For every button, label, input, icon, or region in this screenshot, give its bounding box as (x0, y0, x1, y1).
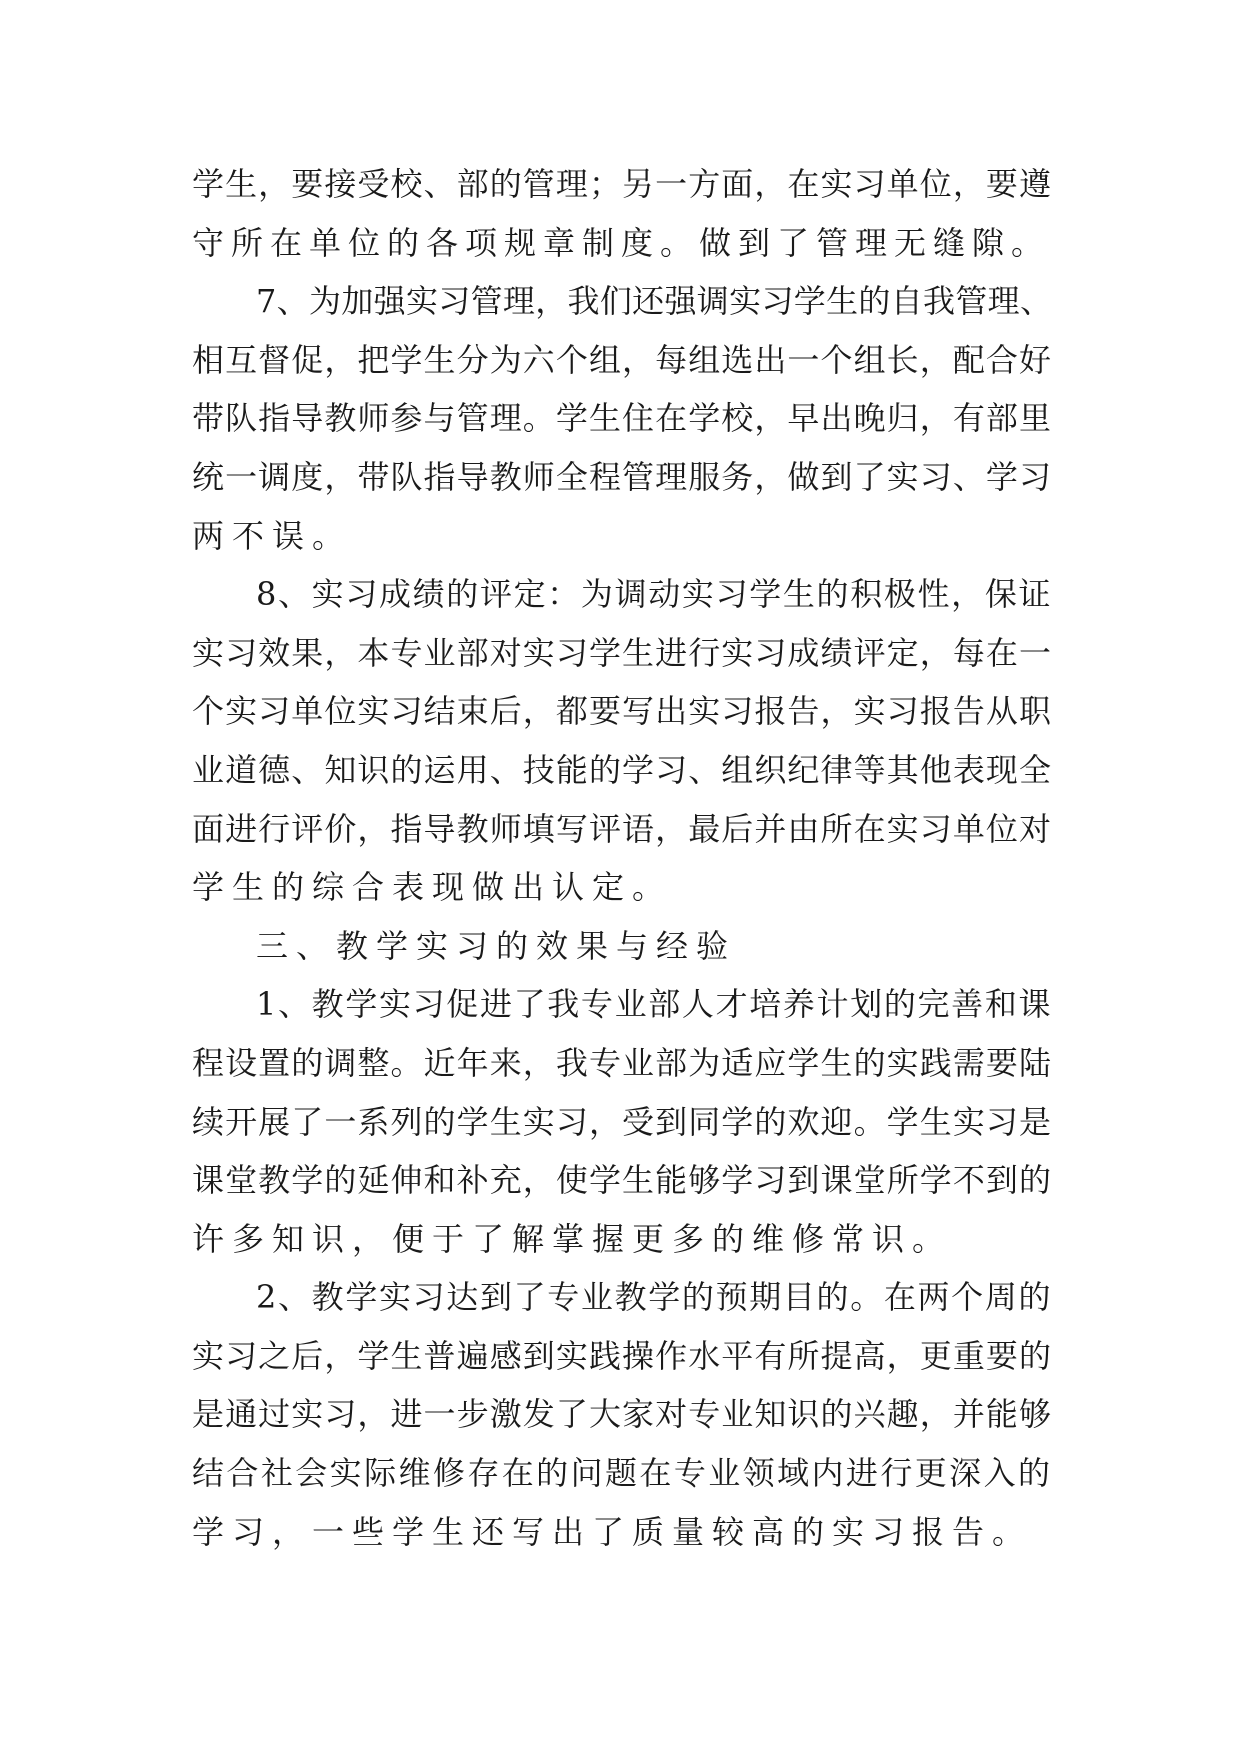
text-line: 2、教学实习达到了专业教学的预期目的。在两个周的 (256, 1278, 1052, 1317)
text-line: 课堂教学的延伸和补充，使学生能够学习到课堂所学不到的 (192, 1161, 1052, 1200)
text-line: 业道德、知识的运用、技能的学习、组织纪律等其他表现全 (192, 750, 1052, 789)
text-line: 面进行评价，指导教师填写评语，最后并由所在实习单位对 (192, 809, 1052, 848)
text-line: 许多知识，便于了解掌握更多的维修常识。 (192, 1219, 953, 1258)
text-line: 8、实习成绩的评定：为调动实习学生的积极性，保证 (256, 575, 1052, 614)
text-line: 续开展了一系列的学生实习，受到同学的欢迎。学生实习是 (192, 1102, 1052, 1141)
text-line: 统一调度，带队指导教师全程管理服务，做到了实习、学习 (192, 457, 1052, 496)
text-line: 个实习单位实习结束后，都要写出实习报告，实习报告从职 (192, 692, 1052, 731)
text-line: 守所在单位的各项规章制度。做到了管理无缝隙。 (192, 223, 1051, 262)
text-line: 学习，一些学生还写出了质量较高的实习报告。 (192, 1512, 1033, 1551)
text-line: 7、为加强实习管理，我们还强调实习学生的自我管理、 (256, 282, 1052, 321)
text-line: 实习效果，本专业部对实习学生进行实习成绩评定，每在一 (192, 633, 1052, 672)
section-heading: 三、教学实习的效果与经验 (256, 926, 737, 965)
body-text (192, 155, 1052, 1561)
text-line: 1、教学实习促进了我专业部人才培养计划的完善和课 (256, 985, 1052, 1024)
text-line: 学生，要接受校、部的管理；另一方面，在实习单位，要遵 (192, 165, 1052, 203)
text-line: 是通过实习，进一步激发了大家对专业知识的兴趣，并能够 (192, 1395, 1052, 1434)
text-line: 带队指导教师参与管理。学生住在学校，早出晚归，有部里 (192, 399, 1052, 438)
text-line: 程设置的调整。近年来，我专业部为适应学生的实践需要陆 (192, 1043, 1052, 1082)
text-line: 学生的综合表现做出认定。 (192, 868, 673, 907)
text-line: 实习之后，学生普遍感到实践操作水平有所提高，更重要的 (192, 1336, 1052, 1375)
text-line: 两不误。 (192, 516, 353, 555)
text-line: 结合社会实际维修存在的问题在专业领域内进行更深入的 (192, 1454, 1052, 1493)
text-line: 相互督促，把学生分为六个组，每组选出一个组长，配合好 (192, 340, 1052, 379)
